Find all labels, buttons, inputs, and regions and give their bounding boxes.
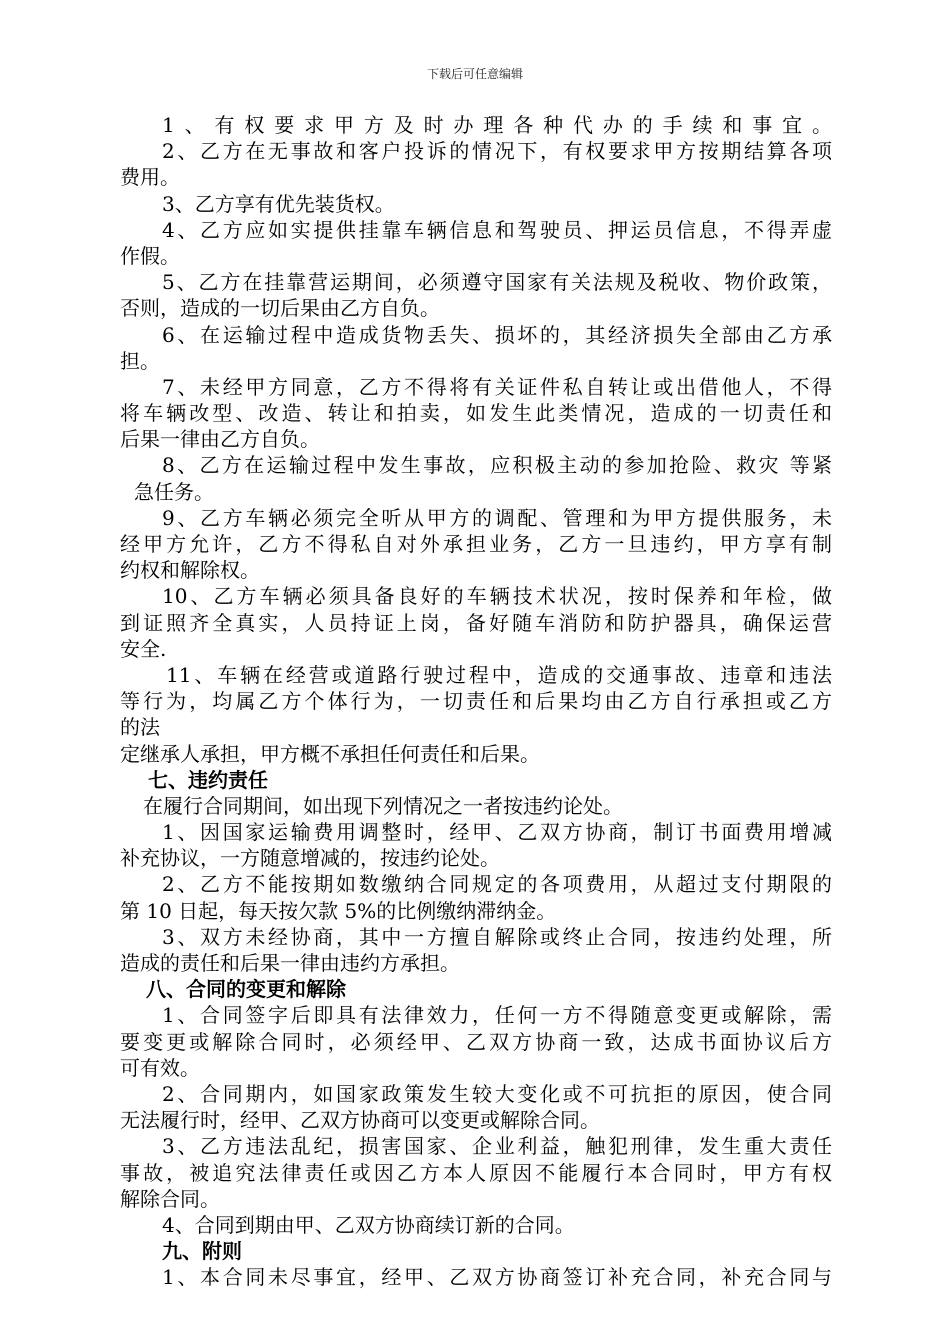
text-line: 费用。 [120, 165, 180, 190]
text-line: 10、乙方车辆必须具备良好的车辆技术状况，按时保养和年检，做 [162, 584, 832, 609]
text-line: 无法履行时，经甲、乙双方协商可以变更或解除合同。 [120, 1108, 600, 1133]
text-line: 安全. [120, 636, 167, 661]
text-line: 2、合同期内，如国家政策发生较大变化或不可抗拒的原因，使合同 [162, 1081, 832, 1106]
text-line: 第 10 日起，每天按欠款 5%的比例缴纳滞纳金。 [120, 898, 557, 923]
text-line: 5、乙方在挂靠营运期间，必须遵守国家有关法规及税收、物价政策， [162, 270, 832, 295]
text-line: 约权和解除权。 [120, 558, 260, 583]
text-line: 到证照齐全真实，人员持证上岗，备好随车消防和防护器具，确保运营 [120, 610, 832, 635]
text-line: 3、乙方违法乱纪，损害国家、企业利益，触犯刑律，发生重大责任 [162, 1134, 832, 1159]
text-line: 定继承人承担，甲方概不承担任何责任和后果。 [120, 741, 540, 766]
text-line: 3、乙方享有优先装货权。 [162, 191, 395, 216]
text-line: 后果一律由乙方自负。 [120, 427, 320, 452]
text-line: 1、因国家运输费用调整时，经甲、乙双方协商，制订书面费用增减 [162, 820, 832, 845]
text-line: 要变更或解除合同时，必须经甲、乙双方协商一致，达成书面协议后方 [120, 1029, 832, 1054]
text-line: 2、乙方在无事故和客户投诉的情况下，有权要求甲方按期结算各项 [162, 139, 832, 164]
text-line: 2、乙方不能按期如数缴纳合同规定的各项费用，从超过支付期限的 [162, 872, 832, 897]
text-line: 作假。 [120, 243, 180, 268]
text-line: 7、未经甲方同意，乙方不得将有关证件私自转让或出借他人，不得 [162, 374, 832, 399]
text-line: 补充协议，一方随意增减的，按违约论处。 [120, 846, 500, 871]
text-line: 1、本合同未尽事宜，经甲、乙双方协商签订补充合同，补充合同与 [162, 1265, 832, 1290]
page-header: 下载后可任意编辑 [426, 67, 523, 81]
section-heading: 九、附则 [162, 1239, 242, 1264]
text-line: 否则，造成的一切后果由乙方自负。 [120, 296, 440, 321]
document-body [120, 112, 832, 1290]
text-line: 4、乙方应如实提供挂靠车辆信息和驾驶员、押运员信息，不得弄虚 [162, 217, 832, 242]
text-line: 将车辆改型、改造、转让和拍卖，如发生此类情况，造成的一切责任和 [120, 401, 832, 426]
text-line: 4、合同到期由甲、乙双方协商续订新的合同。 [162, 1212, 575, 1237]
text-line: 1、有权要求甲方及时办理各种代办的手续和事宜。 [162, 113, 832, 137]
text-line: 解除合同。 [120, 1186, 220, 1211]
text-line: 3、双方未经协商，其中一方擅自解除或终止合同，按违约处理，所 [162, 924, 832, 949]
text-line: 可有效。 [120, 1055, 200, 1080]
text-line: 造成的责任和后果一律由违约方承担。 [120, 951, 460, 975]
section-heading: 八、合同的变更和解除 [146, 977, 346, 1002]
text-line: 的法 [120, 715, 160, 740]
text-line: 急任务。 [134, 479, 214, 504]
text-line: 8、乙方在运输过程中发生事故，应积极主动的参加抢险、救灾 等紧 [162, 453, 832, 478]
text-line: 9、乙方车辆必须完全听从甲方的调配、管理和为甲方提供服务，未 [162, 505, 832, 530]
section-heading: 七、违约责任 [148, 767, 268, 792]
text-line: 事故，被追究法律责任或因乙方本人原因不能履行本合同时，甲方有权 [120, 1160, 832, 1185]
text-line: 在履行合同期间，如出现下列情况之一者按违约论处。 [143, 793, 623, 818]
text-line: 担。 [120, 348, 160, 373]
text-line: 11、车辆在经营或道路行驶过程中，造成的交通事故、违章和违法 [166, 662, 832, 687]
text-line: 等行为，均属乙方个体行为，一切责任和后果均由乙方自行承担或乙方 [120, 689, 832, 714]
text-line: 1、合同签字后即具有法律效力，任何一方不得随意变更或解除，需 [162, 1003, 832, 1028]
text-line: 6、在运输过程中造成货物丢失、损坏的，其经济损失全部由乙方承 [162, 322, 832, 347]
text-line: 经甲方允许，乙方不得私自对外承担业务，乙方一旦违约，甲方享有制 [120, 532, 832, 556]
